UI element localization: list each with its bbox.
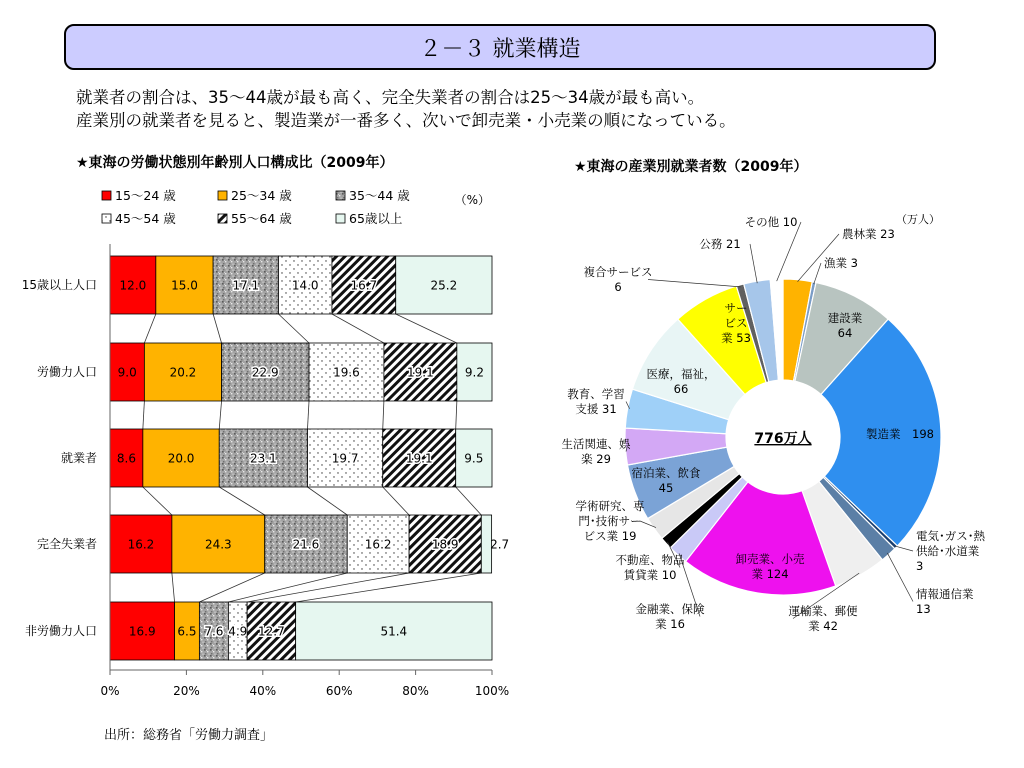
x-tick-label: 80%: [402, 684, 429, 698]
pie-leader-line: [777, 222, 801, 281]
intro-text: [76, 86, 736, 132]
bar-value-label: 21.6: [292, 537, 320, 552]
bar-value-label: 2.7: [490, 537, 510, 552]
bar-unit-label: （%）: [454, 193, 490, 207]
pie-slice-label: 製造業 198: [866, 427, 934, 441]
bar-value-label: 4.9: [228, 624, 248, 639]
connector-line: [396, 314, 457, 343]
pie-slice-label: 漁業 3: [824, 256, 858, 270]
pie-slice-label: 公務 21: [699, 237, 741, 251]
connector-line: [278, 314, 309, 343]
category-label: 15歳以上人口: [21, 278, 97, 292]
connector-line: [332, 314, 384, 343]
pie-slice-label: サービス業 53: [721, 301, 751, 345]
connector-line: [383, 401, 384, 429]
pie-slice-label: 複合サービス 6: [583, 265, 653, 294]
pie-slice-label: 建設業 64: [827, 311, 863, 340]
bar-chart: [0, 175, 520, 723]
source-note: 出所：総務省「労働力調査」: [104, 728, 274, 743]
bar-value-label: 15.0: [171, 278, 198, 293]
legend-swatch-3: [102, 214, 111, 223]
connector-line: [307, 487, 347, 515]
x-tick-label: 40%: [249, 684, 277, 698]
bar-value-label: 20.0: [167, 451, 195, 466]
pie-slice-label: 医療，福祉， 66: [646, 367, 716, 396]
bar-value-label: 23.1: [250, 451, 277, 466]
pie-chart: [520, 190, 1024, 700]
bar-value-label: 14.0: [291, 278, 319, 293]
bar-value-label: 16.2: [364, 537, 392, 552]
bar-value-label: 16.7: [350, 278, 378, 293]
intro-line-1: 就業者の割合は、35～44歳が最も高く、完全失業者の割合は25～34歳が最も高い。: [76, 88, 705, 107]
x-tick-label: 100%: [474, 684, 510, 698]
legend-swatch-1: [218, 191, 227, 200]
pie-slice-label: 学術研究、専門･技術サービス業 19: [575, 499, 645, 543]
pie-unit-label: （万人）: [896, 213, 940, 226]
pie-slice-label: 宿泊業、飲食 45: [631, 466, 701, 495]
pie-slice-label: 卸売業、小売業 124: [735, 552, 805, 581]
pie-slice-label: 金融業、保険業 16: [635, 602, 705, 631]
bar-value-label: 19.1: [405, 451, 433, 466]
pie-leader-line: [814, 263, 821, 284]
legend-label-1: 25～34 歳: [231, 188, 292, 203]
bar-value-label: 22.9: [251, 365, 279, 380]
x-tick-label: 60%: [325, 684, 353, 698]
connector-line: [213, 314, 221, 343]
connector-line: [456, 487, 482, 515]
bar-value-label: 18.9: [431, 537, 459, 552]
pie-slice-label: 不動産、物品賃貸業 10: [615, 553, 685, 582]
bar-value-label: 16.9: [128, 624, 156, 639]
bar-value-label: 9.0: [117, 365, 137, 380]
pie-slice-label: 情報通信業 13: [916, 587, 974, 616]
pie-leader-line: [895, 546, 913, 551]
legend-swatch-4: [218, 214, 227, 223]
bar-value-label: 9.5: [464, 451, 484, 466]
legend-swatch-5: [336, 214, 345, 223]
category-label: 労働力人口: [36, 365, 97, 379]
connector-line: [456, 401, 457, 429]
pie-slice-label: 教育、学習支援 31: [567, 387, 625, 416]
pie-leader-line: [887, 553, 913, 602]
connector-line: [219, 401, 221, 429]
bar-value-label: 17.1: [232, 278, 260, 293]
pie-slice-label: 生活関連、娯楽 29: [561, 437, 631, 466]
pie-slice-label: 運輸業、郵便業 42: [788, 604, 858, 633]
connector-line: [172, 573, 175, 602]
bar-value-label: 25.2: [430, 278, 458, 293]
connector-line: [143, 401, 145, 429]
pie-leader-line: [648, 280, 741, 287]
legend-swatch-2: [336, 191, 345, 200]
bar-value-label: 24.3: [204, 537, 232, 552]
connector-line: [383, 487, 409, 515]
legend-label-3: 45～54 歳: [115, 211, 176, 226]
connector-line: [219, 487, 264, 515]
pie-chart-title: ★東海の産業別就業者数（2009年）: [574, 159, 808, 175]
x-tick-label: 0%: [100, 684, 120, 698]
pie-slice-label: 農林業 23: [842, 227, 895, 241]
bar-value-label: 12.7: [258, 624, 285, 639]
legend-label-0: 15～24 歳: [115, 188, 176, 203]
bar-value-label: 19.6: [333, 365, 360, 380]
bar-value-label: 9.2: [464, 365, 484, 380]
legend-label-2: 35～44 歳: [349, 188, 410, 203]
bar-value-label: 8.6: [116, 451, 136, 466]
pie-slice-label: 電気･ガス･熱供給･水道業 3: [916, 529, 985, 573]
category-label: 非労働力人口: [24, 624, 97, 638]
intro-line-2: 産業別の就業者を見ると、製造業が一番多く、次いで卸売業・小売業の順になっている。: [76, 111, 736, 130]
connector-line: [307, 401, 309, 429]
pie-slice-label: その他 10: [744, 215, 798, 229]
pie-leader-line: [750, 244, 757, 283]
connector-line: [199, 573, 264, 602]
page-title: ２－３ 就業構造: [64, 24, 936, 70]
bar-chart-title: ★東海の労働状態別年齢別人口構成比（2009年）: [76, 155, 394, 171]
legend-label-5: 65歳以上: [349, 211, 403, 226]
legend-label-4: 55～64 歳: [231, 211, 292, 226]
bar-value-label: 12.0: [119, 278, 147, 293]
bar-value-label: 51.4: [380, 624, 408, 639]
connector-line: [296, 573, 482, 602]
bar-value-label: 6.5: [177, 624, 197, 639]
category-label: 完全失業者: [36, 537, 97, 551]
bar-value-label: 19.7: [331, 451, 359, 466]
pie-center-label: 776万人: [754, 431, 812, 447]
legend-swatch-0: [102, 191, 111, 200]
connector-line: [144, 314, 155, 343]
bar-value-label: 7.6: [204, 624, 224, 639]
bar-value-label: 19.1: [407, 365, 434, 380]
category-label: 就業者: [60, 451, 97, 465]
bar-value-label: 16.2: [127, 537, 155, 552]
bar-value-label: 20.2: [169, 365, 197, 380]
connector-line: [143, 487, 172, 515]
x-tick-label: 20%: [173, 684, 200, 698]
